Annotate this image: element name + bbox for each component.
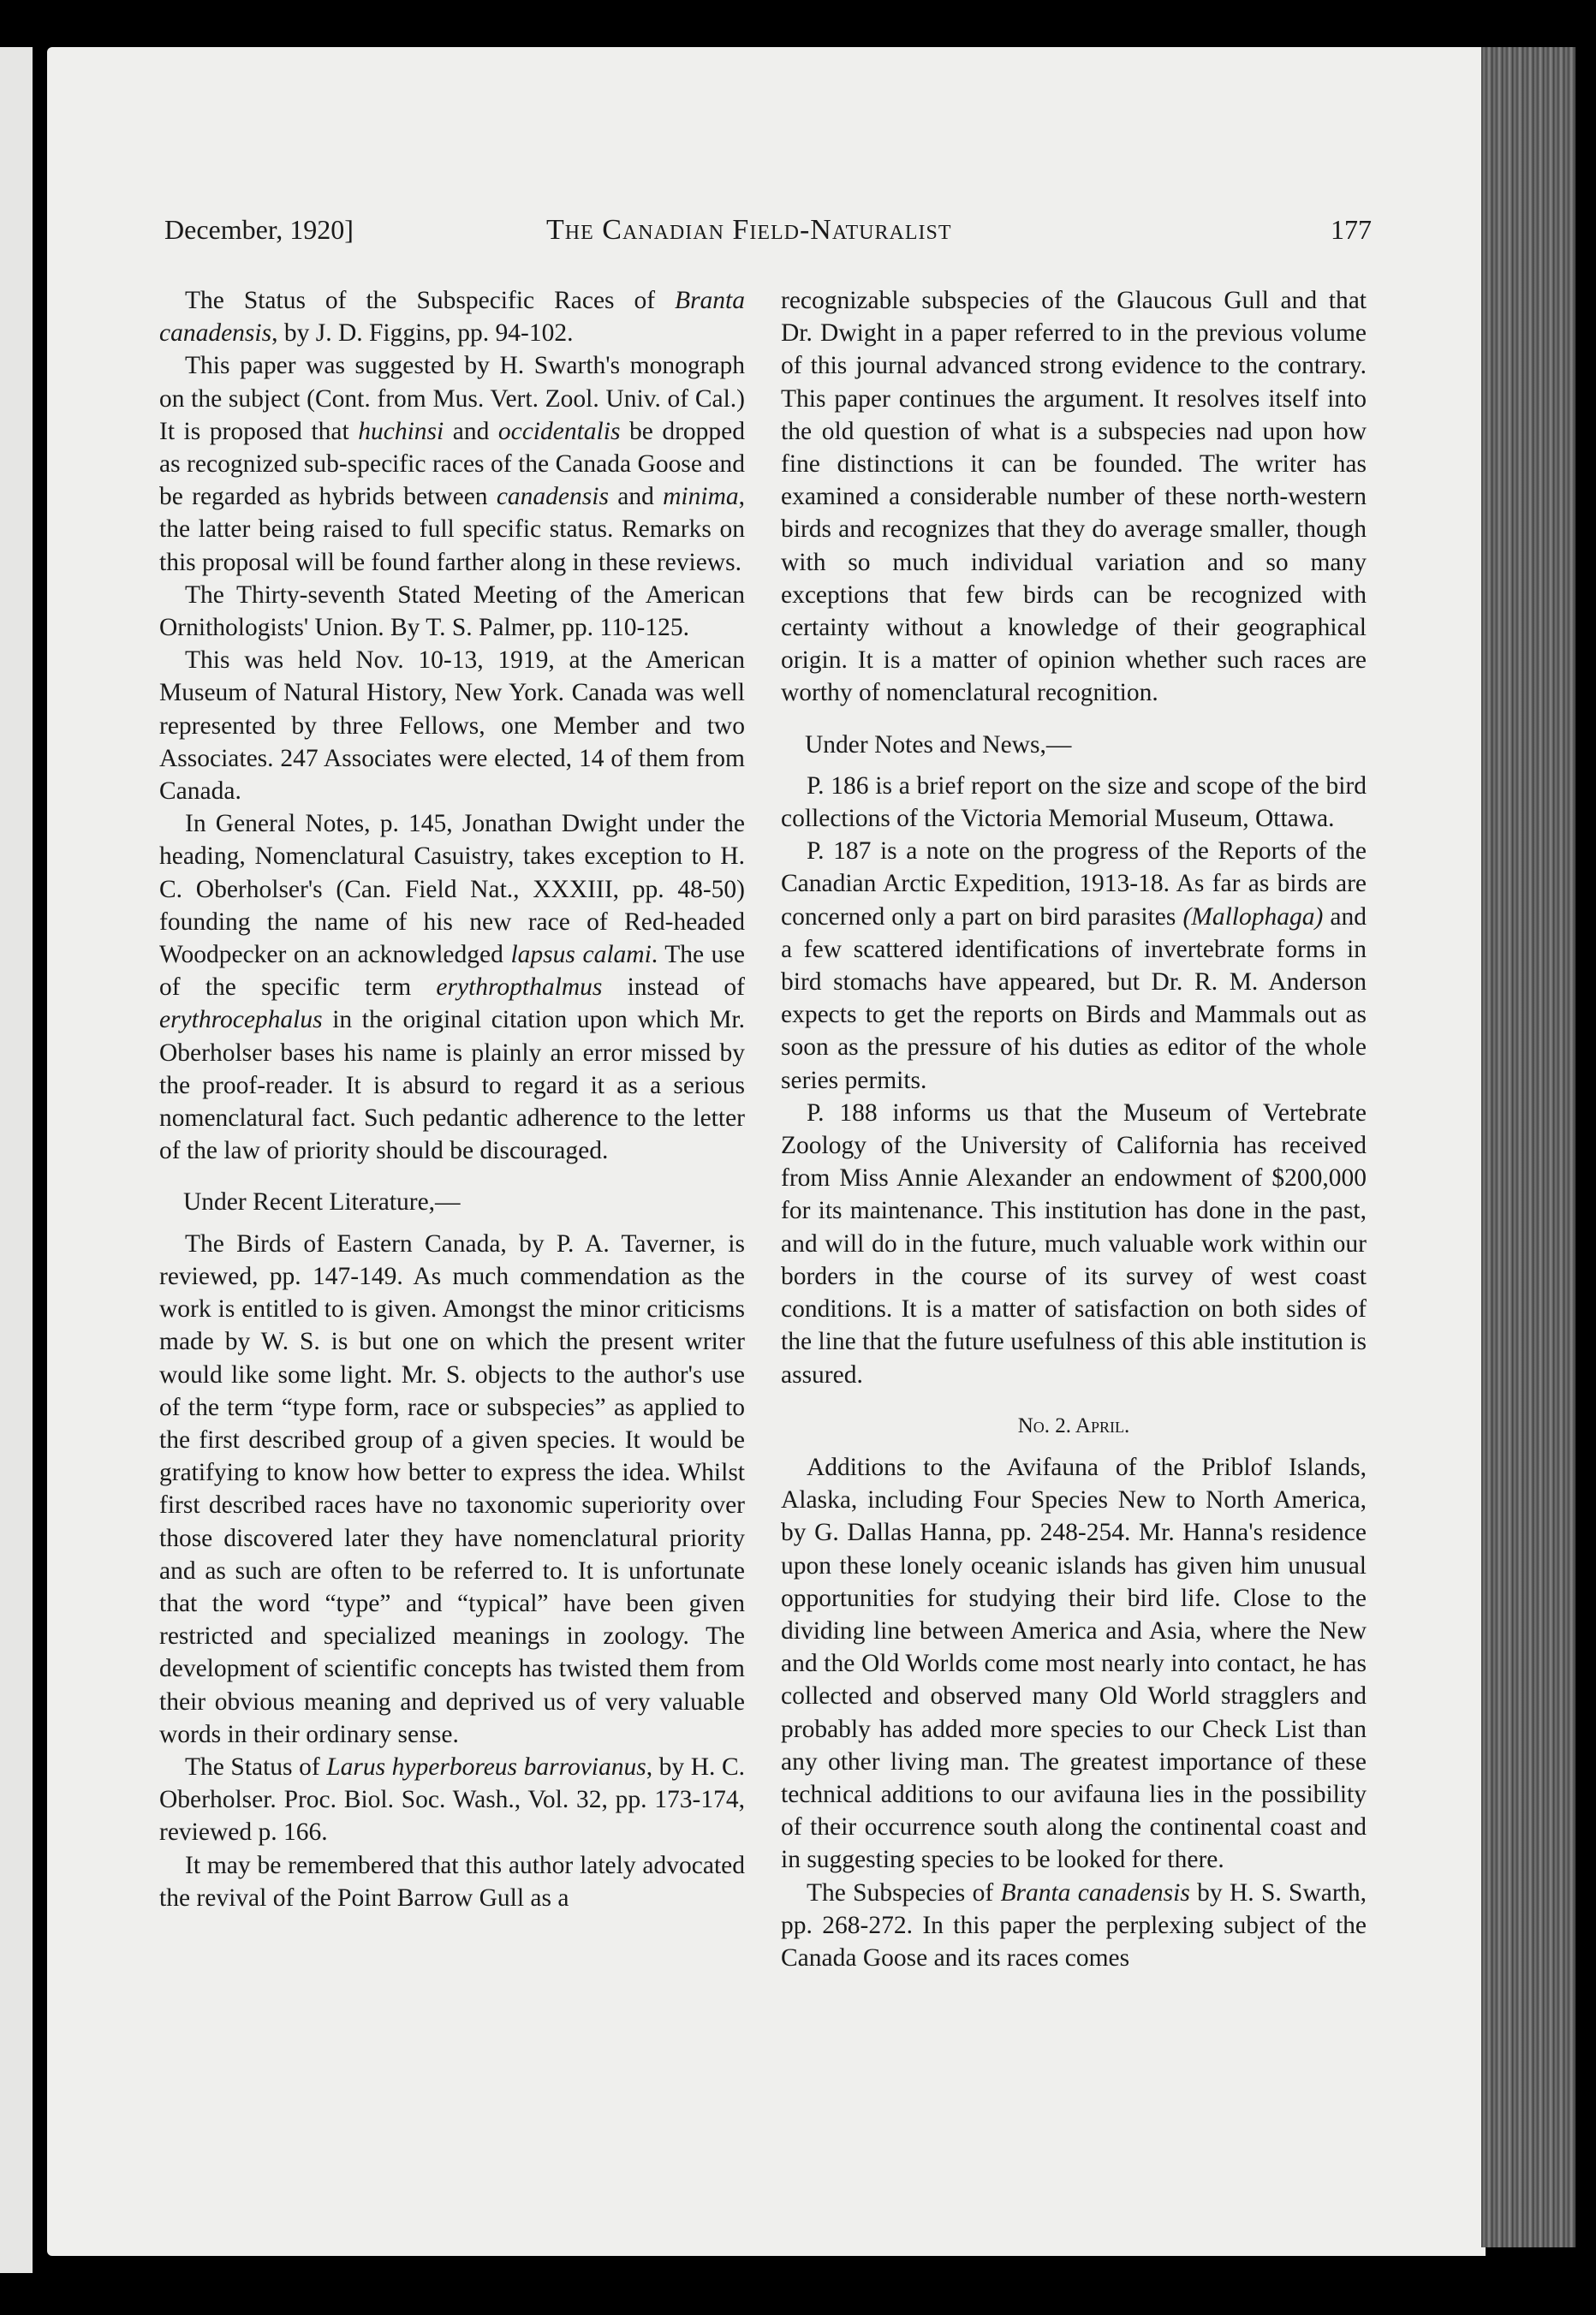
page-number: 177 [1331, 214, 1372, 245]
text-run: recognizable subspecies of the Glaucous Gull and that Dr. Dwight in a paper referred to in the previous volume of this journal advanced strong evidence to the contrary. This paper continues the argument. It resolves itself into the old question of what is a subspecies nad upon how fine distinctions it can be founded. The writer has examined a considerable number of these north-western birds and recognizes that they do average smaller, though with so much individual variation and so many exceptions that few birds can be recognized with certainty without a knowledge of their geographical origin. It is a matter of opinion whether such races are worthy of nomenclatural recognition. [781, 287, 1367, 707]
text-run: It may be remembered that this author lately advocated the revival of the Point Barrow Gull as a [159, 1851, 745, 1912]
italic-term: minima [663, 483, 739, 511]
text-run: This paper was suggested by H. Swarth's monograph on the subject (Cont. from Mus. Vert. Zool. Univ. of Cal.) It is proposed that [159, 352, 745, 445]
text-run: and a few scattered identifications of invertebrate forms in bird stomachs have appeared, but Dr. R. M. Anderson expects to get the reports on Birds and Mammals out as soon as the pressure of his duties as editor of the whole series permits. [781, 902, 1367, 1094]
text-run: No. 2. April. [1017, 1413, 1130, 1437]
paragraph [159, 349, 745, 578]
text-run: P. 186 is a brief report on the size and scope of the bird collections of the Victoria Memorial Museum, Ottawa. [781, 771, 1367, 833]
paragraph [159, 807, 745, 1167]
italic-term: canadensis [496, 483, 609, 511]
paragraph [781, 835, 1367, 1097]
paragraph [159, 1849, 745, 1914]
italic-term: Branta canadensis [159, 287, 745, 348]
text-run: In General Notes, p. 145, Jonathan Dwight under the heading, Nomenclatural Casuistry, takes exception to H. C. Oberholser's (Can. Field Nat., XXXIII, pp. 48-50) founding the name of his new race of Red-headed Woodpecker on an acknowledged [159, 810, 745, 969]
italic-term: occidentalis [497, 417, 621, 445]
left-column [159, 284, 745, 1914]
text-run: Under Notes and News,— [805, 730, 1072, 759]
journal-title: The Canadian Field-Naturalist [546, 214, 952, 246]
text-run: instead of [602, 973, 745, 1002]
paragraph [781, 770, 1367, 835]
italic-term: (Mallophaga) [1182, 902, 1324, 931]
italic-term: erythrocephalus [159, 1006, 323, 1034]
paragraph [781, 1877, 1367, 1975]
italic-term: huchinsi [358, 417, 444, 445]
text-run: . The use of the specific term [159, 941, 745, 1002]
book-page-edges [1481, 47, 1575, 2247]
section-lead [159, 1186, 745, 1218]
text-run: This was held Nov. 10-13, 1919, at the American Museum of Natural History, New York. Canada was well represented by three Fellows, one Member and two Associates. 247 Associates were elected, 14 of them from Canada. [159, 646, 745, 806]
running-header [164, 214, 1372, 257]
text-run: The Status of [185, 1753, 327, 1781]
text-run: and [608, 483, 664, 511]
paragraph [781, 1451, 1367, 1877]
issue-subheading [781, 1410, 1367, 1443]
italic-term: lapsus calami [510, 941, 652, 969]
paragraph [159, 644, 745, 807]
text-run: , by J. D. Figgins, pp. 94-102. [271, 319, 574, 348]
text-run: The Thirty-seventh Stated Meeting of the American Ornithologists' Union. By T. S. Palmer, pp. 110-125. [159, 580, 745, 642]
text-run: by H. S. Swarth, pp. 268-272. In this paper the perplexing subject of the Canada Goose and its races comes [781, 1878, 1367, 1972]
text-run: The Birds of Eastern Canada, by P. A. Taverner, is reviewed, pp. 147-149. As much commendation as the work is entitled to is given. Amongst the minor criticisms made by W. S. is but one on which the present writer would like some light. Mr. S. objects to the author's use of the term “type form, race or subspecies” as applied to the first described group of a given species. It would be gratifying to know how better to express the idea. Whilst first described races have no taxonomic superiority over those discovered later they have nomenclatural priority and as such are often to be referred to. It is unfortunate that the word “type” and “typical” have been given restricted and specialized meanings in zoology. The development of scientific concepts has twisted them from their obvious meaning and deprived us of very valuable words in their ordinary sense. [159, 1229, 745, 1748]
text-run: P. 187 is a note on the progress of the Reports of the Canadian Arctic Expedition, 1913-18. As far as birds are concerned only a part on bird parasites [781, 837, 1367, 931]
section-lead [781, 729, 1367, 761]
text-run: , by H. C. Oberholser. Proc. Biol. Soc. Wash., Vol. 32, pp. 173-174, reviewed p. 166. [159, 1753, 746, 1847]
text-run: and [444, 417, 498, 445]
text-run: be dropped as recognized sub-specific races of the Canada Goose and be regarded as hybrids between [159, 417, 746, 511]
paragraph [781, 284, 1367, 710]
paragraph [159, 1228, 745, 1751]
paragraph [159, 284, 745, 349]
right-column [781, 284, 1367, 1974]
text-run: Additions to the Avifauna of the Priblof Islands, Alaska, including Four Species New to North America, by G. Dallas Hanna, pp. 248-254. Mr. Hanna's residence upon these lonely oceanic islands has given him unusual opportunities for studying their bird life. Close to the dividing line between America and Asia, where the New and the Old Worlds come most nearly into contact, he has collected and observed many Old World stragglers and probably has added more species to our Check List than any other living man. The greatest importance of these technical additions to our avifauna lies in the possibility of their occurrence south along the continental coast and in suggesting species to be looked for there. [781, 1453, 1367, 1874]
paragraph [159, 579, 745, 644]
italic-term: Branta canadensis [1000, 1878, 1190, 1907]
text-run: , the latter being raised to full specific status. Remarks on this proposal will be found farther along in these reviews. [159, 483, 745, 576]
previous-page-edge [0, 47, 33, 2273]
text-run: P. 188 informs us that the Museum of Vertebrate Zoology of the University of California has received from Miss Annie Alexander an endowment of $200,000 for its maintenance. This institution has done in the past, and will do in the future, much valuable work within our borders in the course of its survey of west coast conditions. It is a matter of satisfaction on both sides of the line that the future usefulness of this able institution is assured. [781, 1098, 1367, 1389]
paragraph [159, 1751, 745, 1849]
text-run: The Subspecies of [807, 1878, 1001, 1907]
text-run: The Status of the Subspecific Races of [185, 287, 676, 314]
header-date: December, 1920] [164, 214, 354, 245]
italic-term: erythropthalmus [436, 973, 603, 1002]
text-run: Under Recent Literature,— [183, 1188, 461, 1217]
paragraph [781, 1097, 1367, 1391]
text-run: in the original citation upon which Mr. Oberholser bases his name is plainly an error missed by the proof-reader. It is absurd to regard it as a serious nomenclatural fact. Such pedantic adherence to the letter of the law of priority should be discouraged. [159, 1006, 745, 1165]
italic-term: Larus hyperboreus barrovianus [326, 1753, 646, 1781]
